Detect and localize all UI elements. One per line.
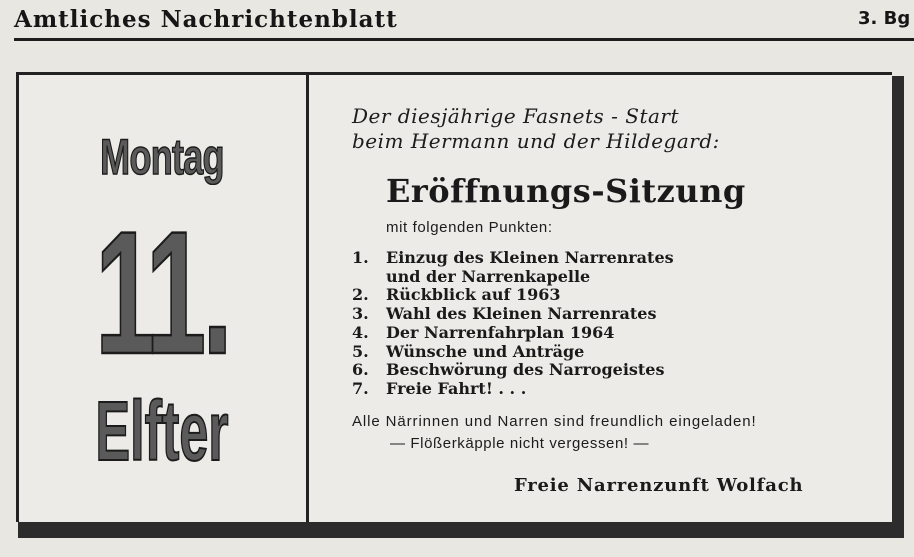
box-shadow-bottom bbox=[18, 522, 904, 538]
date-number: 11. bbox=[95, 196, 229, 391]
organizer-signature: Freie Narrenzunft Wolfach bbox=[514, 475, 804, 496]
agenda-number: 1. bbox=[352, 248, 369, 267]
agenda-item bbox=[352, 305, 674, 324]
intro-text bbox=[352, 104, 720, 154]
agenda-number: 5. bbox=[352, 341, 369, 361]
agenda-number: 4. bbox=[352, 322, 369, 342]
agenda-text: Freie Fahrt! . . . bbox=[386, 378, 527, 398]
agenda-item bbox=[352, 324, 674, 343]
agenda-text: Wünsche und Anträge bbox=[386, 341, 585, 361]
agenda-text: Rückblick auf 1963 bbox=[386, 285, 561, 305]
agenda-number: 7. bbox=[352, 378, 369, 398]
agenda-item bbox=[352, 361, 674, 380]
agenda-item bbox=[352, 249, 674, 268]
agenda-item bbox=[352, 343, 674, 362]
column-divider bbox=[306, 75, 309, 522]
invitation-text: Alle Närrinnen und Narren sind freundlich eingeladen! bbox=[352, 413, 757, 430]
agenda-text: Wahl des Kleinen Narrenrates bbox=[386, 304, 657, 324]
agenda-subtitle: mit folgenden Punkten: bbox=[386, 219, 553, 236]
agenda-number: 2. bbox=[352, 285, 369, 305]
day-label: Montag bbox=[100, 129, 224, 185]
intro-line: beim Hermann und der Hildegard: bbox=[352, 129, 720, 153]
agenda-text: Beschwörung des Narrogeistes bbox=[386, 360, 665, 380]
newspaper-title: Amtliches Nachrichtenblatt bbox=[14, 6, 398, 33]
newspaper-header bbox=[0, 0, 914, 42]
agenda-item bbox=[352, 286, 674, 305]
agenda-item-continued bbox=[352, 268, 674, 287]
agenda-text: Der Narrenfahrplan 1964 bbox=[386, 322, 615, 342]
agenda-list bbox=[352, 249, 674, 399]
reminder-text: — Flößerkäpple nicht vergessen! — bbox=[390, 435, 650, 452]
elfter-label: Elfter bbox=[95, 384, 229, 478]
intro-line: Der diesjährige Fasnets - Start bbox=[352, 104, 680, 128]
agenda-number: 6. bbox=[352, 360, 369, 380]
agenda-text: Einzug des Kleinen Narrenrates bbox=[386, 248, 674, 267]
agenda-text: und der Narrenkapelle bbox=[386, 266, 591, 286]
agenda-number: 3. bbox=[352, 304, 369, 324]
page-number: 3. Bg bbox=[858, 8, 911, 29]
header-rule bbox=[14, 38, 914, 41]
event-title: Eröffnungs-Sitzung bbox=[386, 172, 746, 210]
box-shadow-right bbox=[890, 76, 904, 538]
agenda-item bbox=[352, 380, 674, 399]
